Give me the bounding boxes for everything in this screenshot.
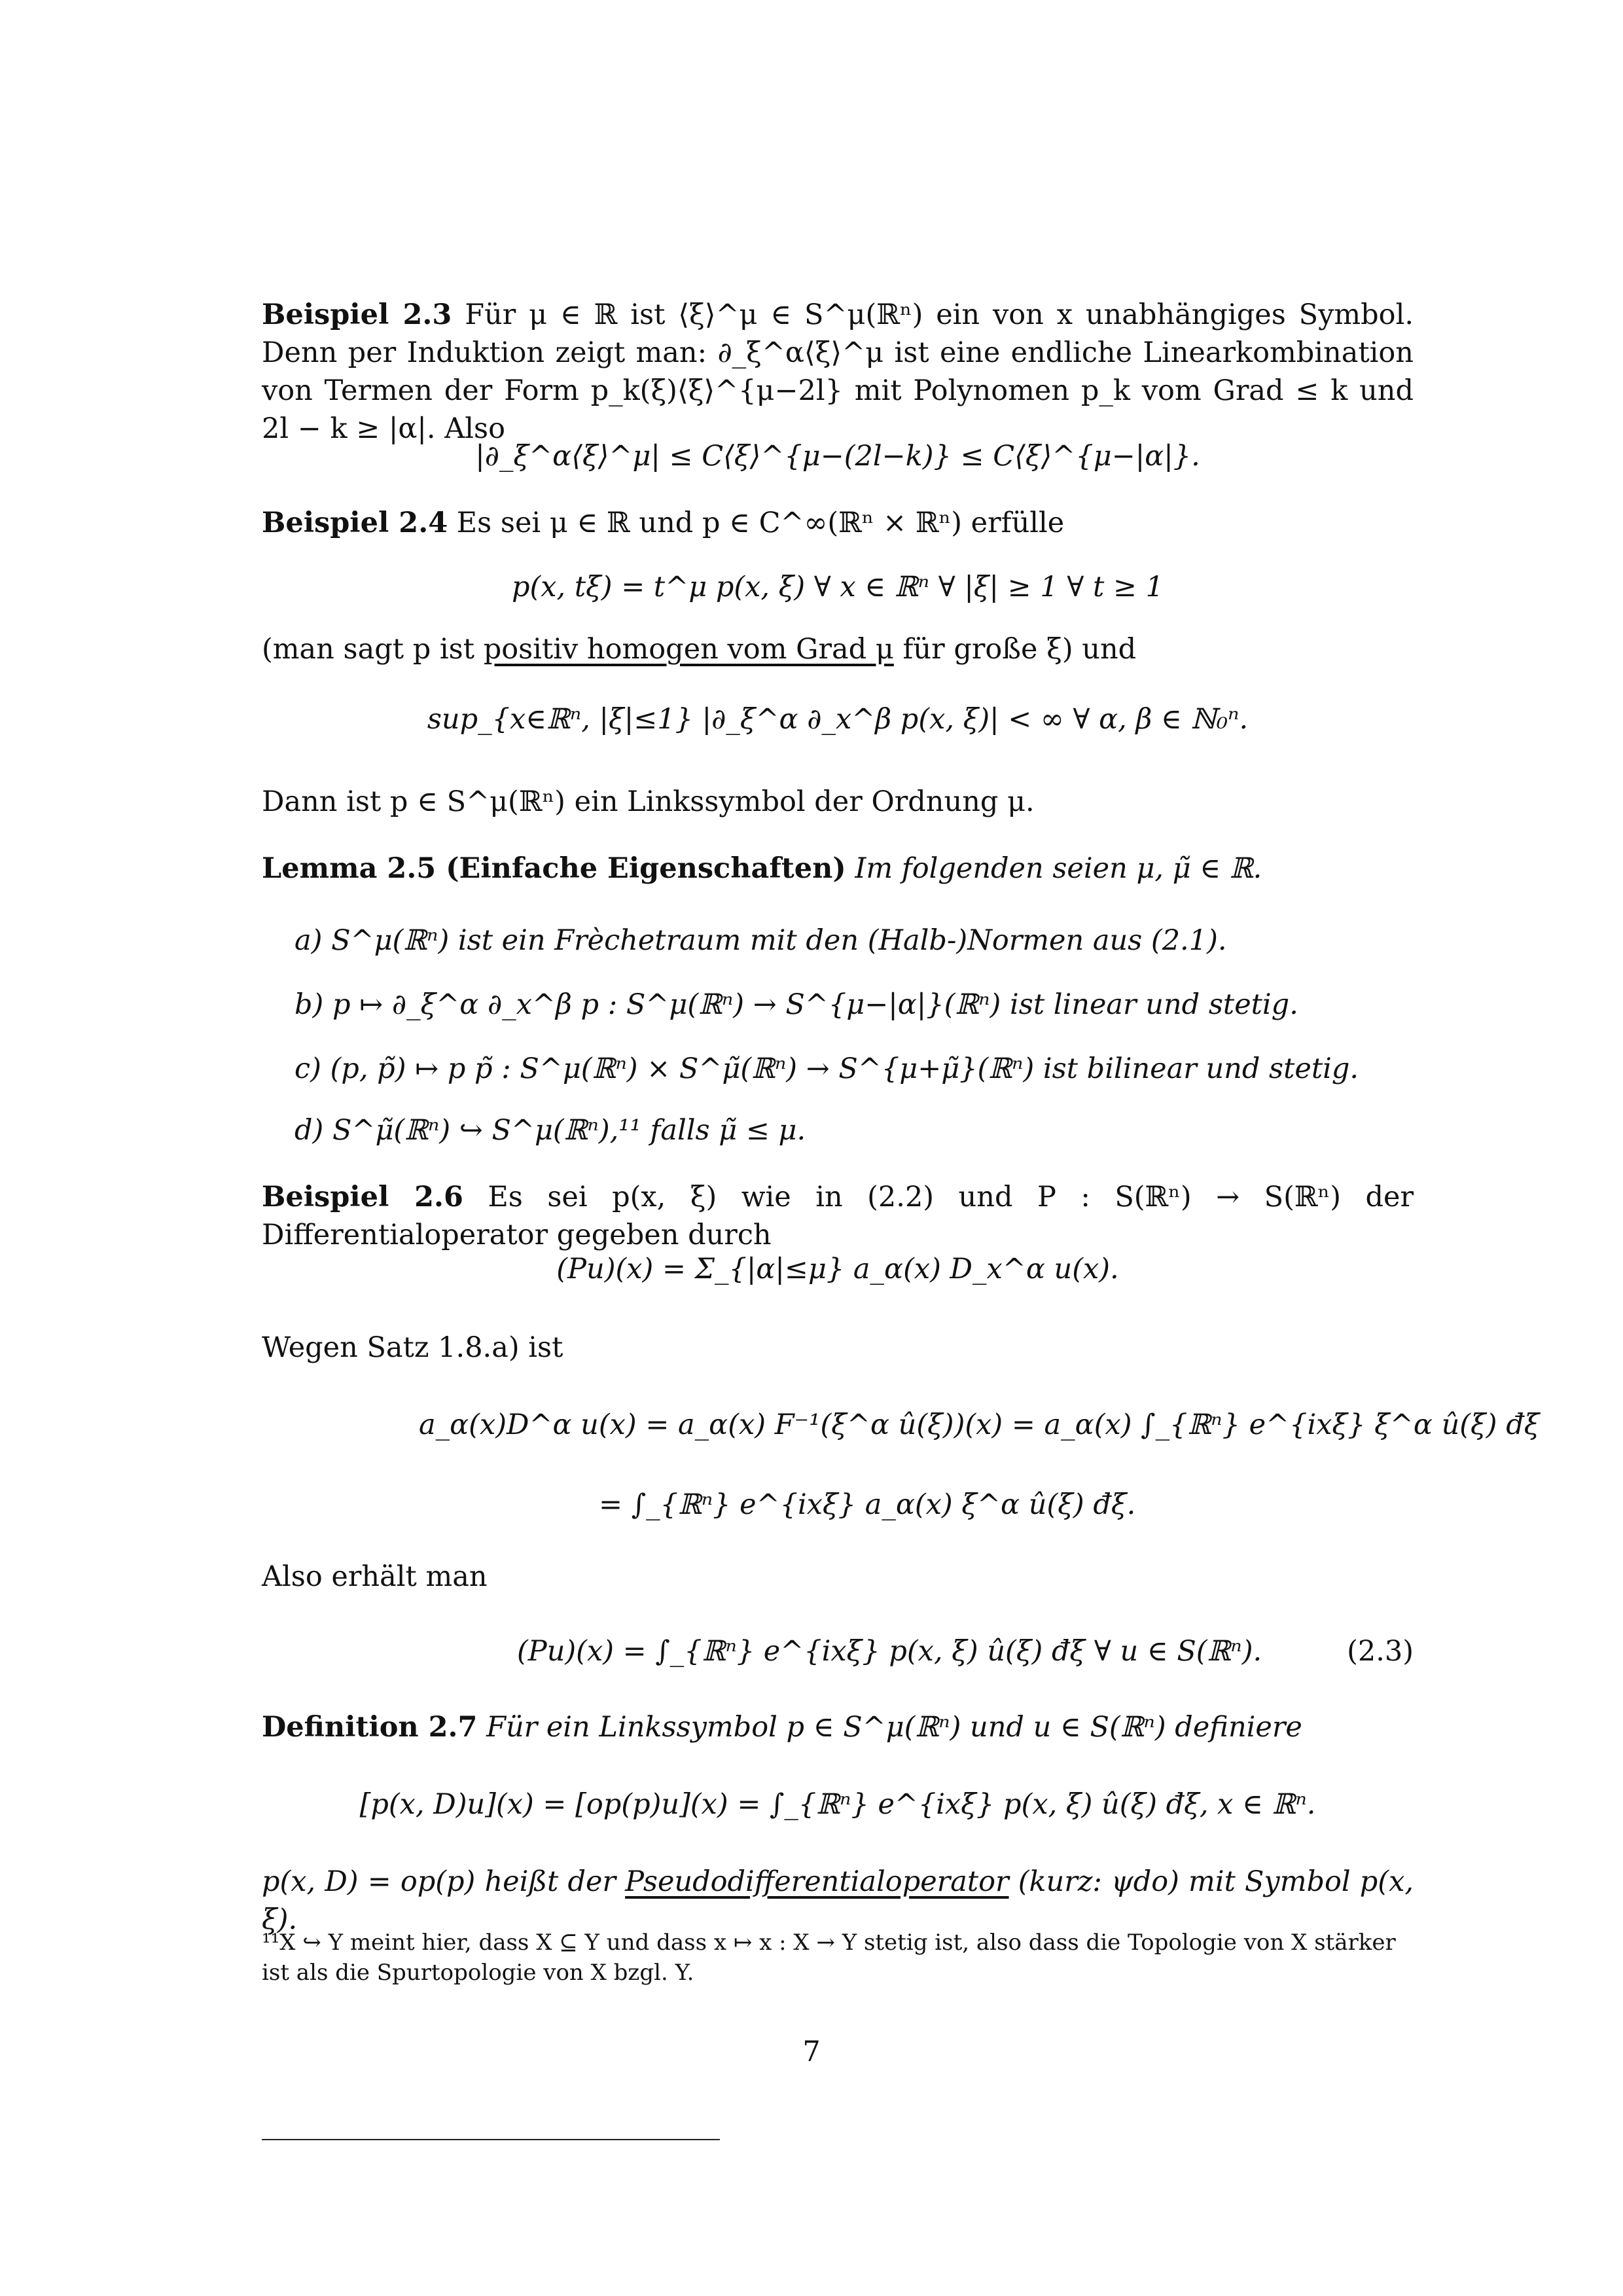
- example-2-6-heading: Beispiel 2.6: [262, 1181, 463, 1213]
- equation-2-3: (Pu)(x) = ∫_{ℝⁿ} e^{ixξ} p(x, ξ) û(ξ) đξ ∀ u ∈ S(ℝⁿ).: [517, 1635, 1262, 1668]
- example-2-4-formula-homogeneity: p(x, tξ) = t^μ p(x, ξ) ∀ x ∈ ℝⁿ ∀ |ξ| ≥ 1 ∀ t ≥ 1: [511, 571, 1164, 603]
- lemma-2-5-intro: Im folgenden seien μ, μ̃ ∈ ℝ.: [855, 852, 1262, 885]
- example-2-6-text: Es sei p(x, ξ) wie in (2.2) und P : S(ℝⁿ) → S(ℝⁿ) der Differentialoperator gegeben durch: [262, 1181, 1414, 1251]
- example-2-4-formula-sup: sup_{x∈ℝⁿ, |ξ|≤1} |∂_ξ^α ∂_x^β p(x, ξ)| < ∞ ∀ α, β ∈ ℕ₀ⁿ.: [427, 703, 1249, 736]
- example-2-6-formula-fourier: a_α(x)D^α u(x) = a_α(x) F⁻¹(ξ^α û(ξ))(x) = a_α(x) ∫_{ℝⁿ} e^{ixξ} ξ^α û(ξ) đξ: [419, 1408, 1540, 1441]
- definition-2-7-heading: Definition 2.7: [262, 1711, 478, 1744]
- definition-prefix: p(x, D) = op(p) heißt der: [262, 1865, 626, 1898]
- example-2-6-operator-formula: (Pu)(x) = Σ_{|α|≤μ} a_α(x) D_x^α u(x).: [556, 1253, 1119, 1285]
- footnote-11: ¹¹X ↪ Y meint hier, dass X ⊆ Y und dass x ↦ x : X → Y stetig ist, also dass die Topologie von X stärker ist als die Spurtopologie von X bzgl. Y.: [262, 1929, 1396, 1986]
- remark-suffix: für große ξ) und: [893, 633, 1137, 666]
- example-2-6-therefore: Also erhält man: [262, 1560, 488, 1593]
- example-2-4-heading: Beispiel 2.4: [262, 507, 448, 539]
- lemma-2-5-heading: Lemma 2.5 (Einfache Eigenschaften): [262, 852, 846, 885]
- term-positiv-homogen: positiv homogen vom Grad μ: [483, 633, 894, 666]
- example-2-6: [262, 1178, 1414, 1254]
- page-number: 7: [802, 2036, 821, 2068]
- definition-2-7: [262, 1708, 1414, 1746]
- definition-2-7-text: Für ein Linkssymbol p ∈ S^μ(ℝⁿ) und u ∈ S(ℝⁿ) definiere: [486, 1711, 1302, 1744]
- lemma-item-d: d) S^μ̃(ℝⁿ) ↪ S^μ(ℝⁿ),¹¹ falls μ̃ ≤ μ.: [294, 1114, 806, 1147]
- footnote-rule: [262, 2139, 720, 2140]
- lemma-2-5: [262, 850, 1414, 888]
- example-2-6-reference: Wegen Satz 1.8.a) ist: [262, 1331, 563, 1364]
- term-pseudodifferentialoperator: Pseudodifferentialoperator: [625, 1865, 1009, 1898]
- lemma-item-c: c) (p, p̃) ↦ p p̃ : S^μ(ℝⁿ) × S^μ̃(ℝⁿ) → S^{μ+μ̃}(ℝⁿ) ist bilinear und stetig.: [294, 1052, 1359, 1085]
- equation-number-2-3: (2.3): [1347, 1635, 1414, 1668]
- example-2-3-formula: |∂_ξ^α⟨ξ⟩^μ| ≤ C⟨ξ⟩^{μ−(2l−k)} ≤ C⟨ξ⟩^{μ−|α|}.: [475, 440, 1200, 473]
- remark-prefix: (man sagt p ist: [262, 633, 484, 666]
- definition-suffix: (kurz: ψdo) mit Symbol p(x, ξ).: [262, 1865, 1414, 1936]
- definition-2-7-formula: [p(x, D)u](x) = [op(p)u](x) = ∫_{ℝⁿ} e^{ixξ} p(x, ξ) û(ξ) đξ, x ∈ ℝⁿ.: [359, 1788, 1316, 1821]
- example-2-4-remark: [262, 630, 1414, 668]
- example-2-4-text: Es sei μ ∈ ℝ und p ∈ C^∞(ℝⁿ × ℝⁿ) erfülle: [456, 507, 1065, 539]
- example-2-4: [262, 504, 1414, 542]
- example-2-4-conclusion: Dann ist p ∈ S^μ(ℝⁿ) ein Linkssymbol der Ordnung μ.: [262, 785, 1035, 818]
- example-2-3-text: Für μ ∈ ℝ ist ⟨ξ⟩^μ ∈ S^μ(ℝⁿ) ein von x unabhängiges Symbol. Denn per Induktion zeigt man: ∂_ξ^α⟨ξ⟩^μ ist eine endliche Linearkombination von Termen der Form p_k(ξ)⟨ξ⟩^{μ−2l} mit Polynomen p_k vom Grad ≤ k und 2l − k ≥ |α|. Also: [262, 298, 1414, 445]
- lemma-item-a: a) S^μ(ℝⁿ) ist ein Frèchetraum mit den (Halb-)Normen aus (2.1).: [294, 924, 1227, 957]
- example-2-3-heading: Beispiel 2.3: [262, 298, 452, 331]
- lemma-item-b: b) p ↦ ∂_ξ^α ∂_x^β p : S^μ(ℝⁿ) → S^{μ−|α|}(ℝⁿ) ist linear und stetig.: [294, 988, 1298, 1021]
- example-2-6-formula-integral: = ∫_{ℝⁿ} e^{ixξ} a_α(x) ξ^α û(ξ) đξ.: [599, 1488, 1136, 1521]
- example-2-3: [262, 296, 1414, 448]
